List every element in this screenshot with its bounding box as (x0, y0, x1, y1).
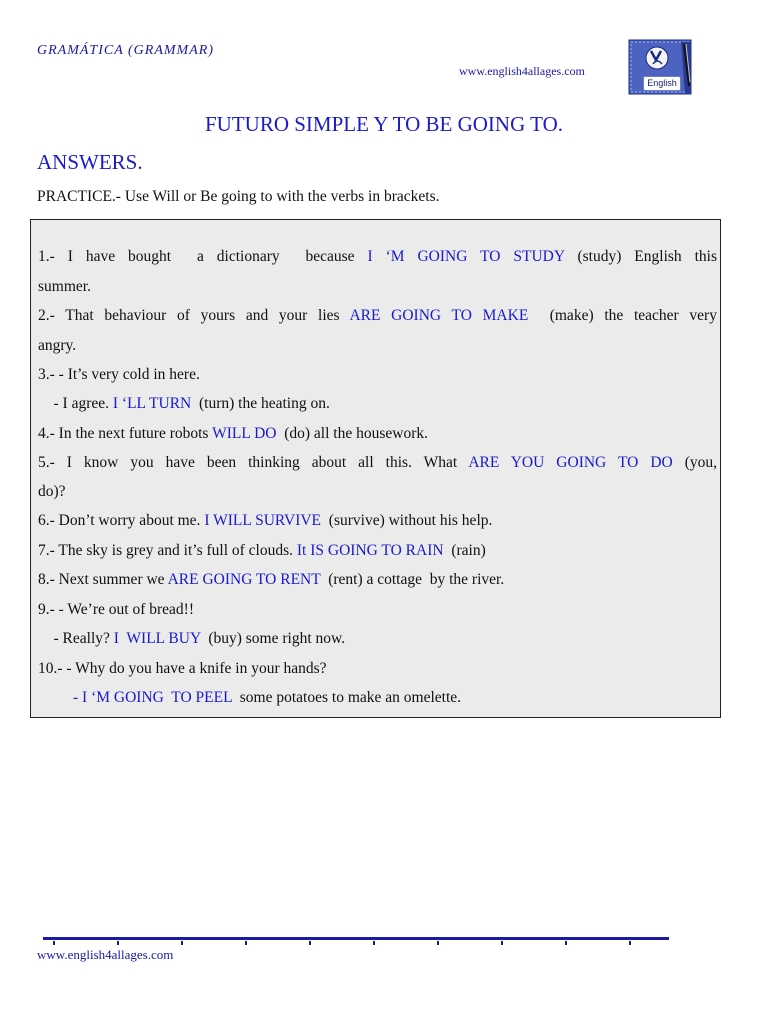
exercise-line (38, 247, 717, 267)
exercise-answer: I ‘LL TURN (112, 395, 192, 412)
exercise-text: some potatoes to make an omelette. (232, 689, 462, 706)
exercise-line (38, 600, 717, 620)
footer-rule (43, 937, 669, 940)
exercise-text: summer. (38, 278, 91, 295)
footer-tick (437, 941, 439, 945)
exercise-line (38, 277, 717, 297)
answers-heading: ANSWERS. (37, 150, 143, 174)
exercise-line (38, 511, 717, 531)
exercise-answer: I WILL BUY (113, 630, 201, 647)
footer-tick (53, 941, 55, 945)
header-category: GRAMÁTICA (GRAMMAR) (37, 43, 214, 58)
exercise-text: (do) all the housework. (276, 425, 429, 442)
footer-tick (181, 941, 183, 945)
exercise-line (38, 482, 717, 502)
exercise-line (38, 541, 717, 561)
exercise-line (38, 394, 717, 414)
exercise-answer: I WILL SURVIVE (204, 512, 322, 529)
header-site-link[interactable]: www.english4allages.com (459, 64, 585, 78)
exercise-text: 8.- Next summer we (38, 571, 168, 588)
exercise-answer: I ‘M GOING TO STUDY (367, 248, 565, 265)
exercise-line (38, 365, 717, 385)
exercise-box (30, 219, 721, 718)
exercise-text: do)? (38, 483, 66, 500)
exercise-line (38, 453, 717, 473)
exercise-answer: ARE GOING TO MAKE (349, 307, 529, 324)
exercise-line (38, 570, 717, 590)
footer-site-link[interactable]: www.english4allages.com (37, 947, 174, 962)
exercise-line (38, 306, 717, 326)
footer-ticks (43, 941, 669, 945)
exercise-text: 4.- In the next future robots (38, 425, 213, 442)
footer-tick (629, 941, 631, 945)
exercise-line (38, 659, 717, 679)
exercise-text: 2.- That behaviour of yours and your lies (38, 307, 350, 324)
exercise-text: 1.- I have bought a dictionary because (38, 248, 368, 265)
exercise-answer: - I ‘M GOING TO PEEL (73, 689, 233, 706)
exercise-text: 5.- I know you have been thinking about all this. What (38, 454, 469, 471)
page-title: FUTURO SIMPLE Y TO BE GOING TO. (204, 112, 563, 136)
footer-tick (565, 941, 567, 945)
exercise-text: - I agree. (38, 395, 113, 412)
exercise-text: 6.- Don’t worry about me. (38, 512, 205, 529)
exercise-text: angry. (38, 337, 77, 354)
exercise-text: (turn) the heating on. (191, 395, 330, 412)
english-logo (627, 38, 693, 96)
exercise-answer: WILL DO (212, 425, 277, 442)
exercise-line (38, 336, 717, 356)
logo-label: English (643, 76, 681, 91)
footer-tick (309, 941, 311, 945)
exercise-text: 10.- - Why do you have a knife in your hands? (38, 660, 327, 677)
exercise-line (38, 629, 717, 649)
exercise-text: (rain) (443, 542, 486, 559)
exercise-text: (buy) some right now. (200, 630, 346, 647)
exercise-text: (you, (672, 454, 717, 471)
exercise-text: (rent) a cottage by the river. (320, 571, 505, 588)
exercise-answer: ARE GOING TO RENT (167, 571, 321, 588)
footer-tick (245, 941, 247, 945)
exercise-text: 3.- - It’s very cold in here. (38, 366, 200, 383)
exercise-text: (survive) without his help. (321, 512, 493, 529)
exercise-line (73, 688, 717, 708)
footer-tick (501, 941, 503, 945)
practice-instruction: PRACTICE.- Use Will or Be going to with the verbs in brackets. (37, 188, 440, 205)
footer-tick (117, 941, 119, 945)
exercise-text: - Really? (38, 630, 114, 647)
exercise-text: 9.- - We’re out of bread!! (38, 601, 194, 618)
exercise-line (38, 424, 717, 444)
exercise-text: (study) English this (564, 248, 717, 265)
exercise-answer: ARE YOU GOING TO DO (468, 454, 673, 471)
exercise-text: 7.- The sky is grey and it’s full of clouds. (38, 542, 297, 559)
exercise-answer: It IS GOING TO RAIN (296, 542, 444, 559)
exercise-text: (make) the teacher very (528, 307, 717, 324)
footer-tick (373, 941, 375, 945)
